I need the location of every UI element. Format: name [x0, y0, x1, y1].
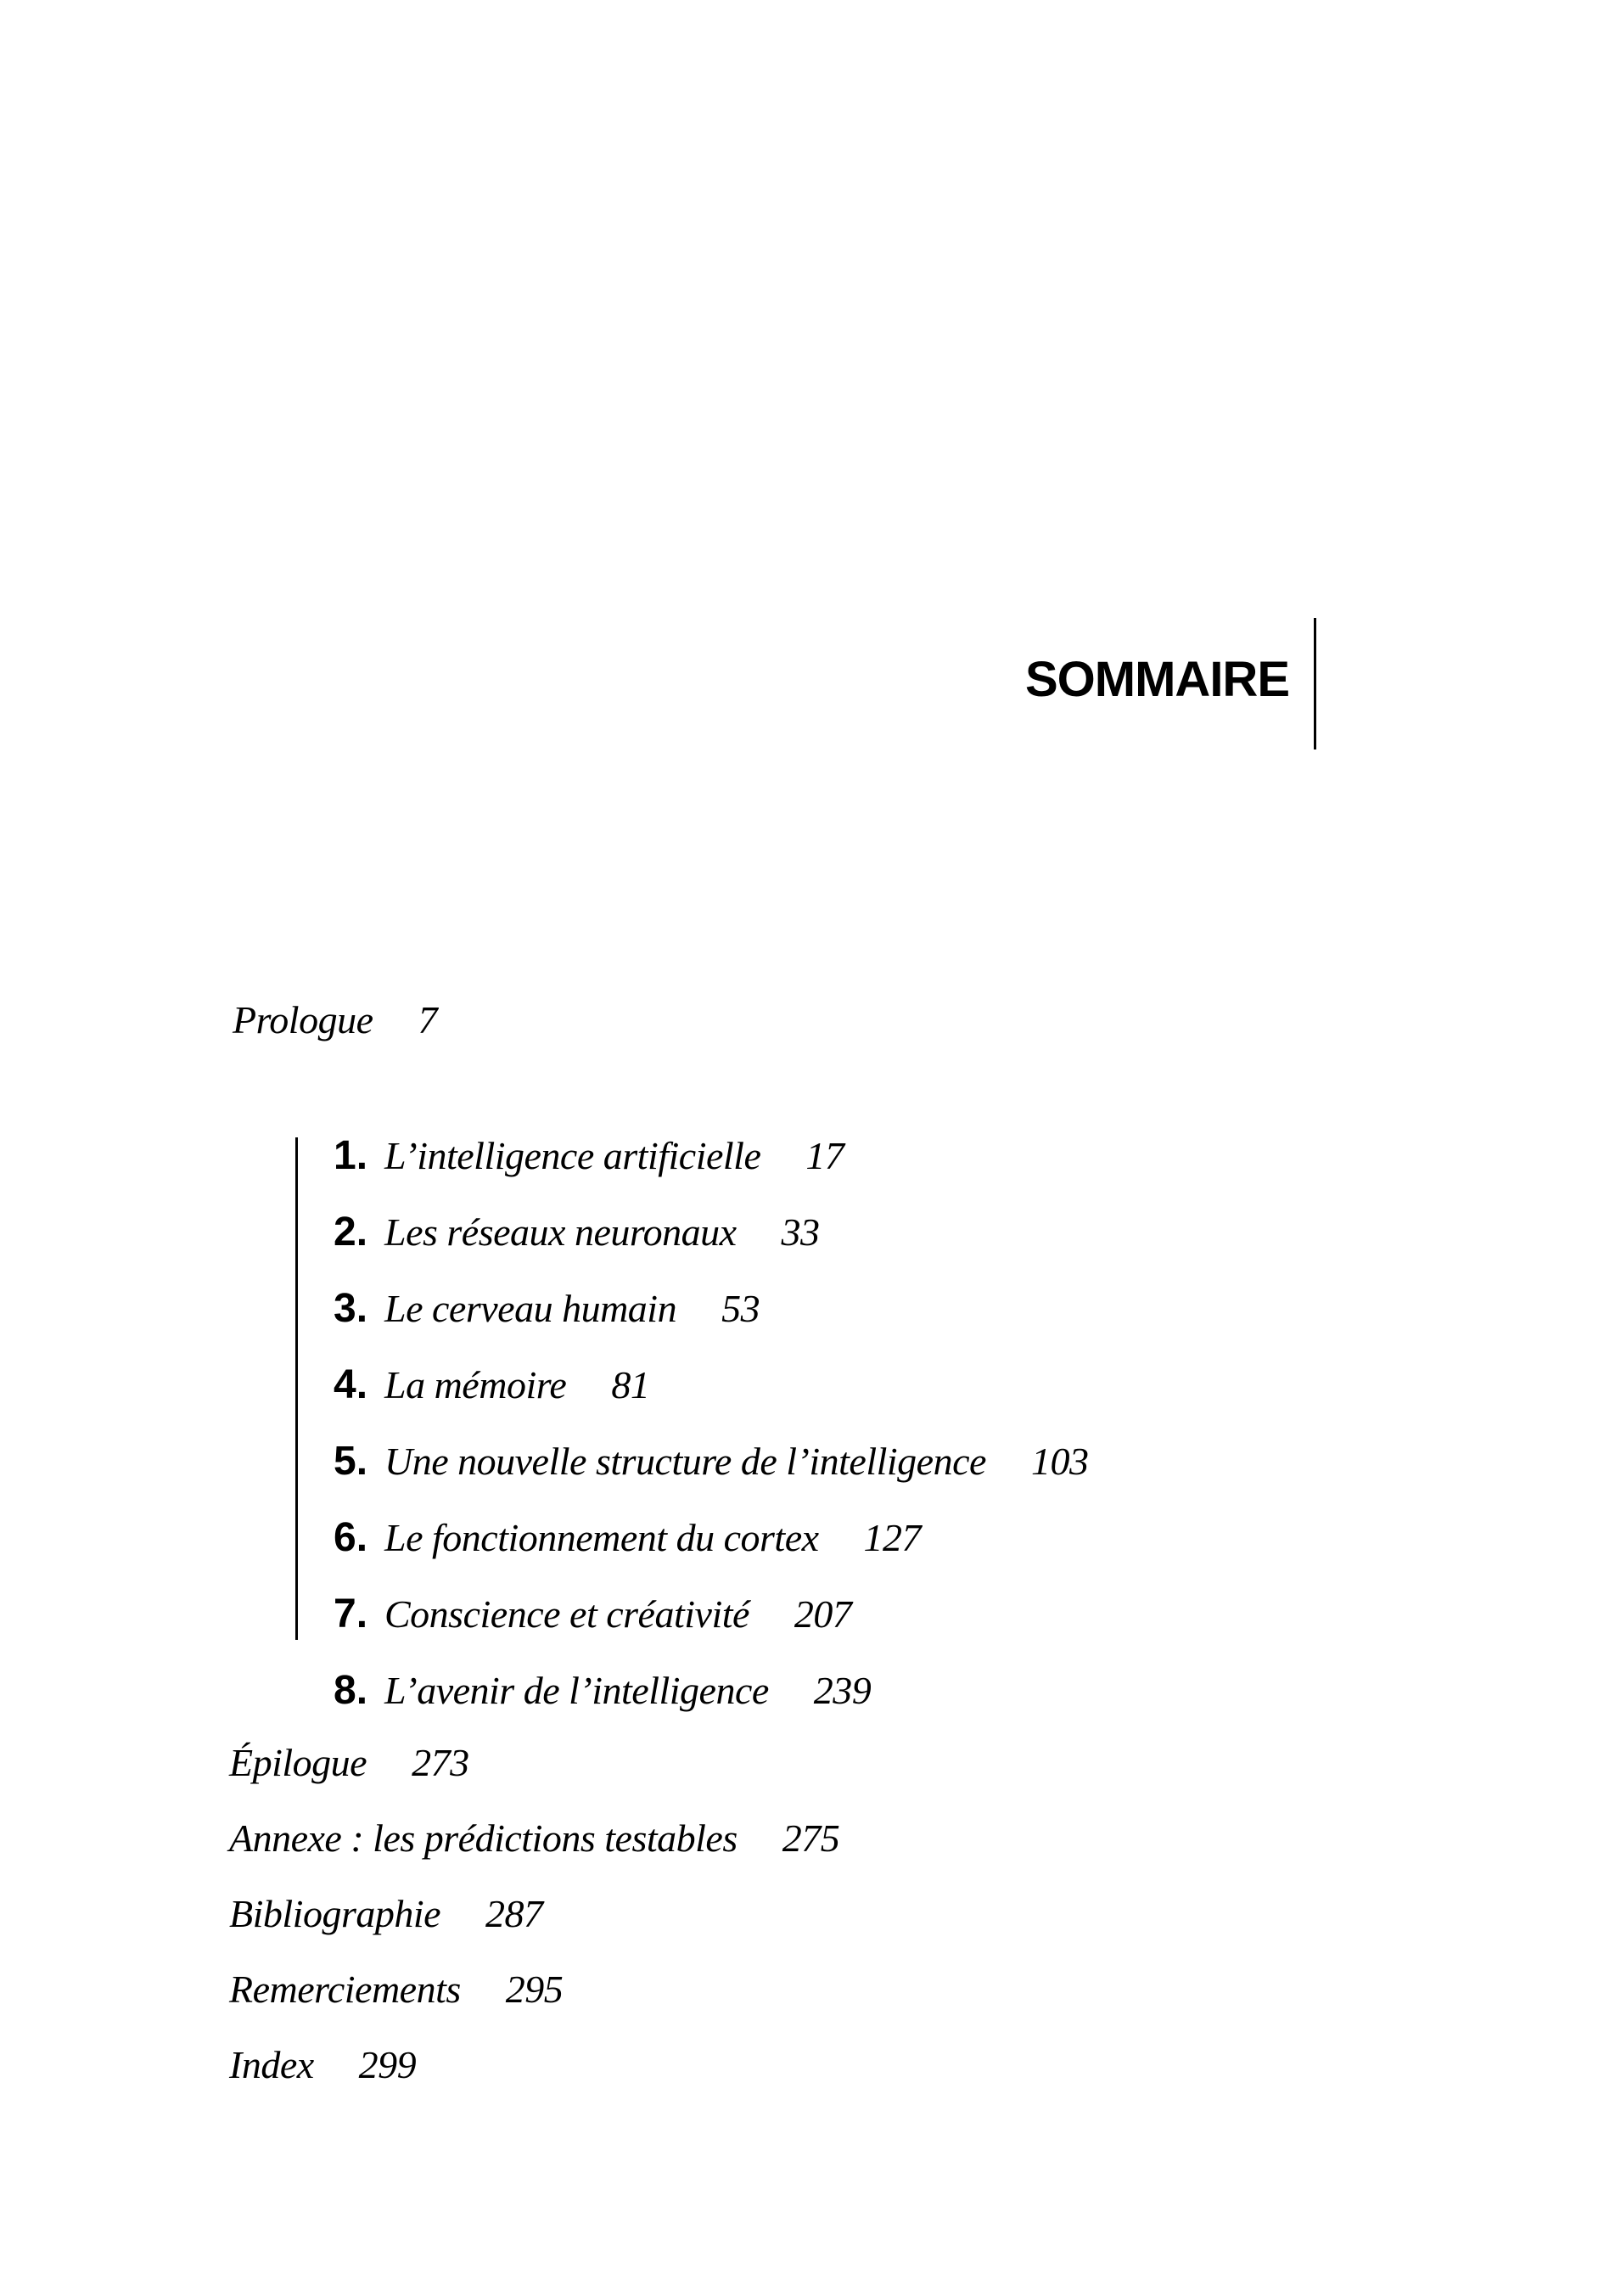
toc-chapter-row: [334, 1428, 1088, 1504]
chapter-title: Le cerveau humain: [384, 1287, 677, 1330]
title-vertical-rule: [1314, 618, 1316, 749]
chapter-number: 7.: [334, 1591, 368, 1636]
entry-page-number: 273: [412, 1741, 469, 1784]
chapter-title: Une nouvelle structure de l’intelligence: [384, 1440, 986, 1483]
toc-chapter-row: [334, 1657, 1088, 1733]
entry-label: Bibliographie: [229, 1892, 441, 1935]
chapter-number: 4.: [334, 1362, 368, 1407]
chapter-number: 1.: [334, 1133, 368, 1178]
entry-label: Remerciements: [229, 1968, 461, 2011]
chapter-title: Conscience et créativité: [384, 1592, 749, 1636]
chapter-page-number: 127: [863, 1516, 922, 1559]
chapter-number: 2.: [334, 1210, 368, 1255]
chapter-page-number: 17: [805, 1134, 844, 1177]
entry-page-number: 275: [782, 1816, 840, 1860]
chapter-page-number: 103: [1030, 1440, 1089, 1483]
chapter-list: [334, 1122, 1088, 1733]
chapter-page-number: 207: [794, 1592, 852, 1636]
entry-label: Annexe : les prédictions testables: [229, 1816, 738, 1860]
chapter-page-number: 33: [781, 1210, 820, 1254]
chapter-number: 8.: [334, 1668, 368, 1713]
toc-entry-prologue: [233, 998, 437, 1041]
entry-page-number: 299: [358, 2043, 417, 2086]
chapter-title: Les réseaux neuronaux: [384, 1210, 737, 1254]
toc-chapter-row: [334, 1275, 1088, 1351]
toc-back-matter-row: [229, 1956, 839, 2032]
toc-chapter-row: [334, 1351, 1088, 1428]
toc-back-matter-row: [229, 1730, 839, 1805]
entry-page-number: 7: [418, 998, 437, 1041]
chapter-page-number: 53: [721, 1287, 760, 1330]
entry-label: Épilogue: [229, 1741, 367, 1784]
toc-back-matter-row: [229, 1805, 839, 1881]
chapter-number: 5.: [334, 1439, 368, 1484]
chapter-title: L’avenir de l’intelligence: [384, 1669, 769, 1712]
entry-page-number: 295: [505, 1968, 564, 2011]
chapter-page-number: 239: [813, 1669, 872, 1712]
entry-page-number: 287: [485, 1892, 543, 1935]
chapter-title: La mémoire: [384, 1363, 567, 1406]
chapter-title: L’intelligence artificielle: [384, 1134, 761, 1177]
toc-chapter-row: [334, 1122, 1088, 1199]
page-title: SOMMAIRE: [1025, 652, 1289, 707]
toc-chapter-row: [334, 1504, 1088, 1580]
toc-chapter-row: [334, 1580, 1088, 1657]
toc-chapter-row: [334, 1199, 1088, 1275]
chapter-title: Le fonctionnement du cortex: [384, 1516, 819, 1559]
back-matter-list: [229, 1730, 839, 2108]
entry-label: Index: [229, 2043, 314, 2086]
chapter-list-vertical-rule: [295, 1137, 298, 1640]
entry-label: Prologue: [233, 998, 373, 1041]
toc-back-matter-row: [229, 2032, 839, 2108]
chapter-page-number: 81: [611, 1363, 650, 1406]
chapter-number: 3.: [334, 1286, 368, 1331]
chapter-number: 6.: [334, 1515, 368, 1560]
toc-back-matter-row: [229, 1881, 839, 1956]
